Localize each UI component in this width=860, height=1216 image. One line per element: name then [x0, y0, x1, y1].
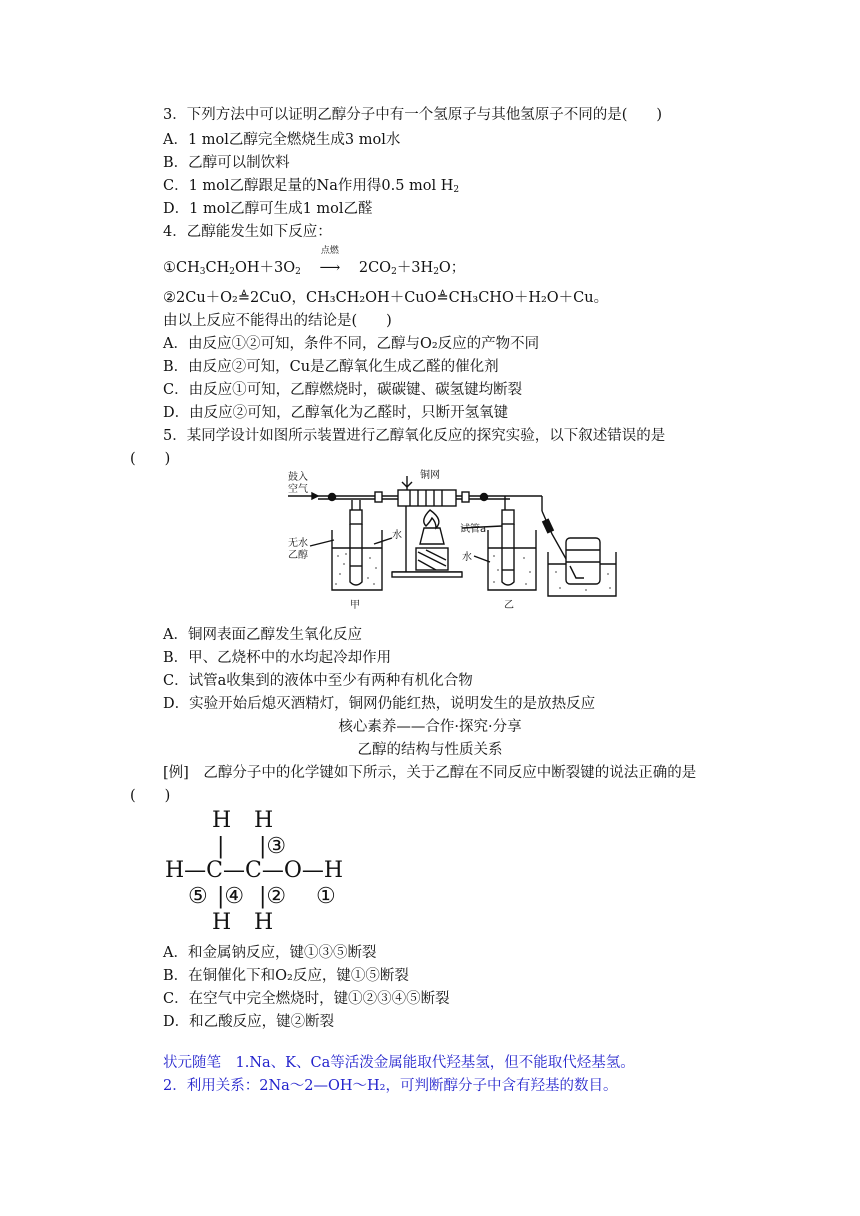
atom-h-top-2: H [254, 808, 274, 833]
label-copper-mesh: 铜网 [420, 470, 440, 481]
label-air-2: 空气 [288, 484, 308, 495]
example-option-c: C．在空气中完全燃烧时，键①②③④⑤断裂 [163, 991, 450, 1007]
atom-h-bottom-2: H [254, 910, 274, 935]
q3-stem: 3．下列方法中可以证明乙醇分子中有一个氢原子与其他氢原子不同的是( ) [163, 107, 663, 123]
example-stem: [例] 乙醇分子中的化学键如下所示，关于乙醇在不同反应中断裂键的说法正确的是 [163, 765, 697, 781]
q5-option-b: B．甲、乙烧杯中的水均起冷却作用 [163, 650, 392, 666]
q5-paren: ( ) [130, 451, 171, 467]
bond-label-3: |③ [259, 834, 287, 859]
note-1: 状元随笔 1.Na、K、Ca等活泼金属能取代羟基氢，但不能取代烃基氢。 [163, 1055, 635, 1071]
q4-option-a: A．由反应①②可知，条件不同，乙醇与O₂反应的产物不同 [163, 336, 540, 352]
q3-option-a: A．1 mol乙醇完全燃烧生成3 mol水 [163, 132, 401, 148]
example-option-a: A．和金属钠反应，键①③⑤断裂 [163, 945, 377, 961]
q3-option-d: D．1 mol乙醇可生成1 mol乙醛 [163, 201, 373, 217]
bond-label-5: ⑤ [188, 884, 208, 909]
label-ethanol-2: 乙醇 [288, 550, 308, 561]
q3-option-b: B．乙醇可以制饮料 [163, 155, 290, 171]
example-option-b: B．在铜催化下和O₂反应，键①⑤断裂 [163, 968, 409, 984]
apparatus-figure [280, 466, 620, 616]
atom-h-bottom-1: H [212, 910, 232, 935]
q4-reaction-2: ②2Cu＋O₂≜2CuO，CH₃CH₂OH＋CuO≜CH₃CHO＋H₂O＋Cu。 [163, 290, 609, 306]
bond-label-4: |④ [217, 884, 245, 909]
q4-option-c: C．由反应①可知，乙醇燃烧时，碳碳键、碳氢键均断裂 [163, 382, 523, 398]
label-water-2: 水 [462, 552, 472, 563]
q5-option-a: A．铜网表面乙醇发生氧化反应 [163, 627, 362, 643]
q4-option-b: B．由反应②可知，Cu是乙醇氧化生成乙醛的催化剂 [163, 359, 499, 375]
label-beaker-jia: 甲 [350, 600, 360, 611]
q3-option-c: C．1 mol乙醇跟足量的Na作用得0.5 mol $H_2$ [163, 178, 460, 195]
atom-h-top-1: H [212, 808, 232, 833]
q4-reaction-1: $①CH_3CH_2OH+3O_2$ 点燃 ⟶ $2CO_2+3H_2O$； [163, 246, 466, 277]
label-water-1: 水 [392, 530, 402, 541]
q4-ask: 由以上反应不能得出的结论是( ) [163, 313, 392, 329]
reaction-arrow: 点燃 ⟶ [319, 246, 341, 276]
section-subtitle: 乙醇的结构与性质关系 [357, 742, 503, 758]
bond-label-2: |② [259, 884, 287, 909]
bond-vertical-1: | [217, 834, 225, 859]
main-chain: H—C—C—O—H [165, 858, 344, 883]
bond-label-1: ① [316, 884, 336, 909]
example-option-d: D．和乙酸反应，键②断裂 [163, 1014, 335, 1030]
q5-stem: 5．某同学设计如图所示装置进行乙醇氧化反应的探究实验，以下叙述错误的是 [163, 428, 666, 444]
label-test-tube: 试管a [460, 524, 487, 535]
q4-option-d: D．由反应②可知，乙醇氧化为乙醛时，只断开氢氧键 [163, 405, 509, 421]
section-title: 核心素养——合作·探究·分享 [338, 719, 522, 735]
q5-option-d: D．实验开始后熄灭酒精灯，铜网仍能红热，说明发生的是放热反应 [163, 696, 596, 712]
example-paren: ( ) [130, 788, 171, 804]
label-air-1: 鼓入 [288, 472, 308, 483]
q5-option-c: C．试管a收集到的液体中至少有两种有机化合物 [163, 673, 473, 689]
q4-stem: 4．乙醇能发生如下反应： [163, 224, 332, 240]
label-beaker-yi: 乙 [504, 600, 514, 611]
note-2: 2．利用关系：2Na～2—OH～H₂，可判断醇分子中含有羟基的数目。 [163, 1078, 618, 1094]
label-ethanol-1: 无水 [288, 538, 308, 549]
